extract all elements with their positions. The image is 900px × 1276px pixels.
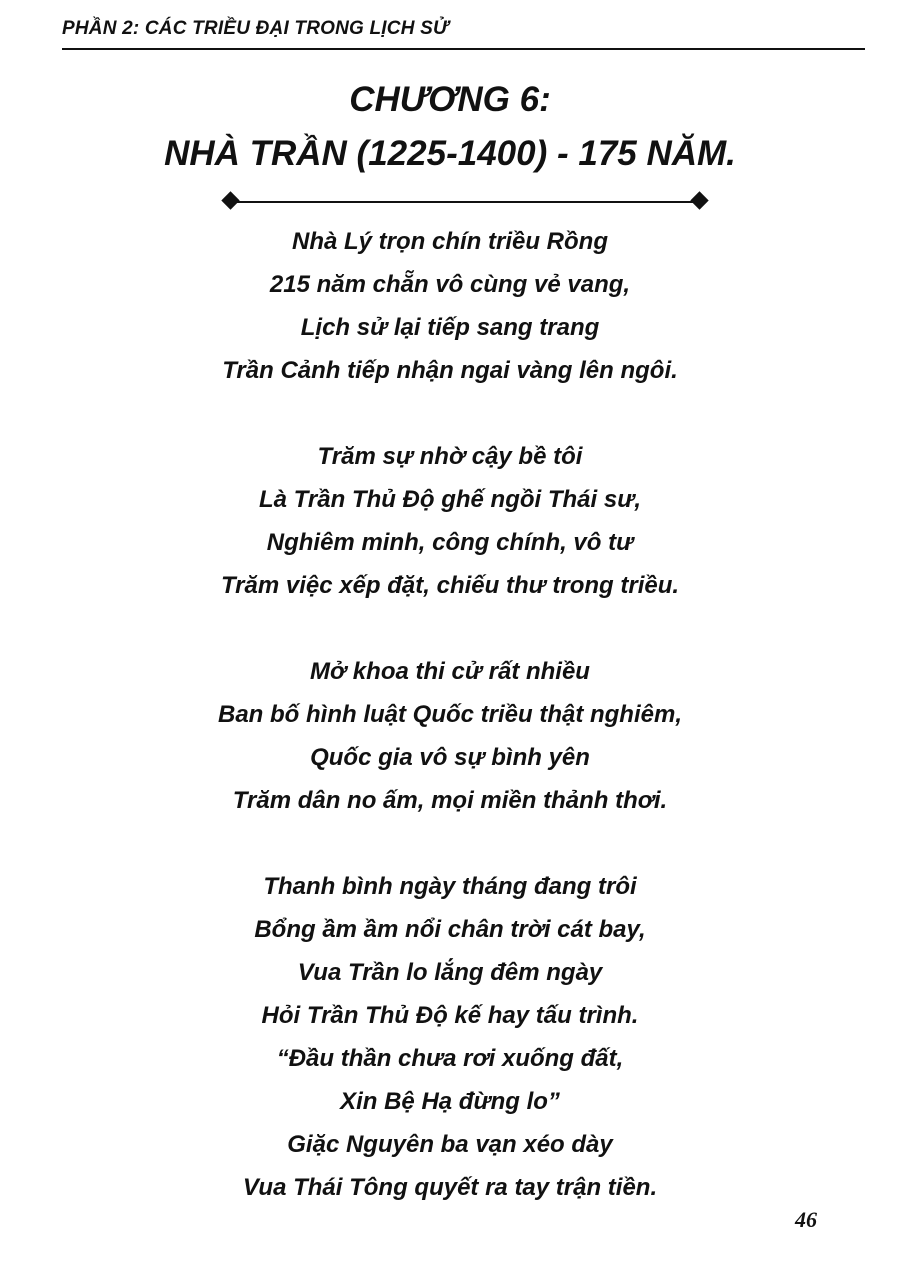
verse-line: Lịch sử lại tiếp sang trang [300,314,600,341]
verse-line: “Đầu thần chưa rơi xuống đất, [276,1045,624,1072]
verse-line: Bổng ầm ầm nổi chân trời cát bay, [254,916,646,943]
verse-line: Trăm sự nhờ cậy bề tôi [317,443,583,470]
verse-line: Nghiêm minh, công chính, vô tư [266,529,634,556]
verse-line: Nhà Lý trọn chín triều Rồng [292,228,608,255]
verse-line: Quốc gia vô sự bình yên [310,744,590,771]
verse-line: Vua Trần lo lắng đêm ngày [297,959,603,986]
verse-line: Ban bố hình luật Quốc triều thật nghiêm, [218,701,682,728]
stanza-3 [0,650,900,822]
verse-line: Xin Bệ Hạ đừng lo” [340,1088,560,1115]
verse-line: Thanh bình ngày tháng đang trôi [263,873,637,900]
verse-line: Vua Thái Tông quyết ra tay trận tiền. [242,1174,658,1201]
verse-line: Giặc Nguyên ba vạn xéo dày [287,1131,613,1158]
poem [0,220,900,1252]
chapter-number: CHƯƠNG 6: [349,80,551,119]
page-number: 46 [795,1207,817,1232]
verse-line: Hỏi Trần Thủ Độ kế hay tấu trình. [261,1002,639,1029]
verse-line: Trăm dân no ấm, mọi miền thảnh thơi. [232,787,668,814]
verse-line: Trăm việc xếp đặt, chiếu thư trong triều. [220,572,680,599]
divider-rule [230,201,700,203]
diamond-icon [690,191,708,209]
chapter-title: NHÀ TRẦN (1225-1400) - 175 NĂM. [164,134,736,173]
running-header: PHẦN 2: CÁC TRIỀU ĐẠI TRONG LỊCH SỬ [62,18,449,39]
verse-line: Trần Cảnh tiếp nhận ngai vàng lên ngôi. [222,357,678,384]
verse-line: Là Trần Thủ Độ ghế ngồi Thái sư, [258,486,642,513]
stanza-1 [0,220,900,392]
verse-line: Mở khoa thi cử rất nhiều [310,658,590,685]
stanza-4 [0,865,900,1209]
header-rule [62,48,865,50]
stanza-2 [0,435,900,607]
ornamental-divider [220,190,710,214]
verse-line: 215 năm chẵn vô cùng vẻ vang, [269,271,631,298]
